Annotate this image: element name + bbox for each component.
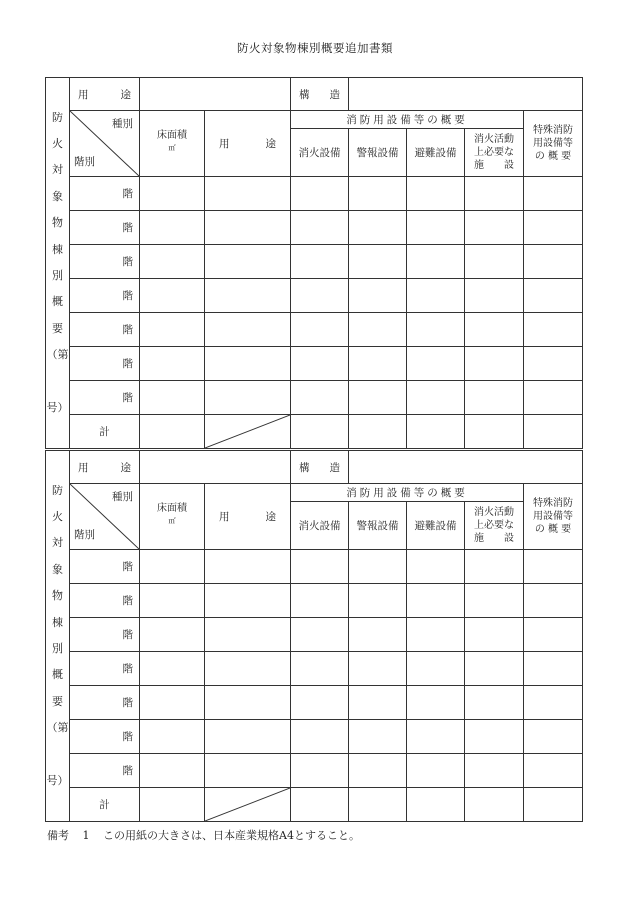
floor-cell[interactable] xyxy=(205,652,291,686)
floor-cell[interactable] xyxy=(465,686,524,720)
side-label-char: （第 xyxy=(46,348,69,362)
diagonal-line xyxy=(205,788,290,821)
side-label-char: 棟 xyxy=(52,615,63,629)
floor-cell[interactable] xyxy=(465,211,524,245)
side-label-char xyxy=(46,369,69,395)
floor-label[interactable]: 階 xyxy=(70,550,140,584)
side-label-char: 火 xyxy=(52,509,63,523)
floor-cell[interactable] xyxy=(407,313,465,347)
floor-cell[interactable] xyxy=(205,347,291,381)
use-value[interactable] xyxy=(140,451,291,484)
special-equipment-header: 特殊消防 用設備等 の 概 要 xyxy=(524,111,583,177)
side-label xyxy=(46,78,70,449)
floor-cell[interactable] xyxy=(291,381,349,415)
floor-cell[interactable] xyxy=(205,279,291,313)
floor-cell[interactable] xyxy=(205,754,291,788)
floor-cell[interactable] xyxy=(349,550,407,584)
floor-cell[interactable] xyxy=(205,211,291,245)
floor-cell[interactable] xyxy=(524,279,583,313)
floor-cell[interactable] xyxy=(465,584,524,618)
floor-cell[interactable] xyxy=(140,211,205,245)
structure-value[interactable] xyxy=(349,78,583,111)
floor-label[interactable]: 階 xyxy=(70,720,140,754)
floor-cell[interactable] xyxy=(349,584,407,618)
total-area-cell[interactable] xyxy=(140,788,205,822)
floor-cell[interactable] xyxy=(349,245,407,279)
floor-cell[interactable] xyxy=(291,720,349,754)
floor-cell[interactable] xyxy=(205,584,291,618)
summary-table xyxy=(45,77,583,449)
building-summary-block-2 xyxy=(45,450,582,822)
floor-cell[interactable] xyxy=(524,211,583,245)
floor-cell[interactable] xyxy=(349,720,407,754)
floor-cell[interactable] xyxy=(291,652,349,686)
structure-label: 構 造 xyxy=(299,461,340,474)
floor-cell[interactable] xyxy=(407,279,465,313)
floor-row xyxy=(46,652,583,686)
total-area-cell[interactable] xyxy=(140,415,205,449)
floor-label[interactable]: 階 xyxy=(70,381,140,415)
equipment-group-header: 消防用設備等の概要 xyxy=(291,111,524,129)
floor-cell[interactable] xyxy=(407,720,465,754)
floor-cell[interactable] xyxy=(291,211,349,245)
floor-cell[interactable] xyxy=(524,347,583,381)
total-use-diagonal-cell xyxy=(205,788,291,822)
floor-label[interactable]: 階 xyxy=(70,211,140,245)
floor-row xyxy=(46,313,583,347)
floor-row xyxy=(46,211,583,245)
floor-cell[interactable] xyxy=(140,652,205,686)
floor-cell[interactable] xyxy=(349,652,407,686)
side-label-char: 物 xyxy=(52,216,63,230)
total-cell[interactable] xyxy=(465,788,524,822)
floor-cell[interactable] xyxy=(349,211,407,245)
side-label-char xyxy=(46,742,69,768)
side-label-char: 号） xyxy=(46,774,69,788)
floor-cell[interactable] xyxy=(205,686,291,720)
floor-cell[interactable] xyxy=(291,347,349,381)
floor-label[interactable]: 階 xyxy=(70,618,140,652)
floor-area-header: 床面積 ㎡ xyxy=(140,484,205,550)
side-label-char: 別 xyxy=(52,269,63,282)
floor-cell[interactable] xyxy=(524,720,583,754)
side-label-char: 概 xyxy=(52,295,63,309)
summary-table xyxy=(45,450,583,822)
floor-cell[interactable] xyxy=(524,381,583,415)
total-row xyxy=(46,415,583,449)
total-row xyxy=(46,788,583,822)
floor-cell[interactable] xyxy=(291,754,349,788)
floor-cell[interactable] xyxy=(205,245,291,279)
side-label-char: （第 xyxy=(46,721,69,735)
floor-cell[interactable] xyxy=(349,313,407,347)
floor-cell[interactable] xyxy=(349,381,407,415)
floor-cell[interactable] xyxy=(291,550,349,584)
total-cell[interactable] xyxy=(291,415,349,449)
floor-cell[interactable] xyxy=(407,686,465,720)
floor-cell[interactable] xyxy=(465,381,524,415)
floor-kind-label: 階別 xyxy=(74,529,95,541)
floor-cell[interactable] xyxy=(291,279,349,313)
floor-row xyxy=(46,686,583,720)
floor-cell[interactable] xyxy=(205,381,291,415)
special-equipment-header: 特殊消防 用設備等 の 概 要 xyxy=(524,484,583,550)
form-title: 防火対象物棟別概要追加書類 xyxy=(237,41,393,55)
floor-cell[interactable] xyxy=(291,245,349,279)
kind-floor-header xyxy=(70,111,140,177)
floor-row xyxy=(46,550,583,584)
use-label: 用 途 xyxy=(78,88,131,101)
floor-cell[interactable] xyxy=(140,177,205,211)
side-label-char: 号） xyxy=(46,401,69,415)
floor-use-header: 用 途 xyxy=(205,484,291,550)
diagonal-line xyxy=(205,415,290,448)
total-cell[interactable] xyxy=(291,788,349,822)
floor-cell[interactable] xyxy=(291,618,349,652)
floor-cell[interactable] xyxy=(140,313,205,347)
floor-cell[interactable] xyxy=(349,686,407,720)
floor-label[interactable]: 階 xyxy=(70,686,140,720)
kinds-label: 種別 xyxy=(112,118,133,130)
floor-cell[interactable] xyxy=(465,279,524,313)
floor-cell[interactable] xyxy=(291,313,349,347)
floor-cell[interactable] xyxy=(465,177,524,211)
floor-cell[interactable] xyxy=(349,618,407,652)
floor-cell[interactable] xyxy=(407,754,465,788)
total-cell[interactable] xyxy=(524,788,583,822)
floor-cell[interactable] xyxy=(205,618,291,652)
floor-label[interactable]: 階 xyxy=(70,279,140,313)
equipment-col-header: 避難設備 xyxy=(407,502,465,550)
floor-cell[interactable] xyxy=(407,584,465,618)
floor-cell[interactable] xyxy=(524,245,583,279)
floor-label[interactable]: 階 xyxy=(70,584,140,618)
floor-cell[interactable] xyxy=(205,177,291,211)
side-label-char: 対 xyxy=(52,163,63,177)
total-cell[interactable] xyxy=(465,415,524,449)
floor-cell[interactable] xyxy=(140,381,205,415)
total-cell[interactable] xyxy=(407,788,465,822)
kinds-label: 種別 xyxy=(112,491,133,503)
fire-activity-header: 消火活動 上必要な 施 設 xyxy=(465,129,524,177)
floor-cell[interactable] xyxy=(524,618,583,652)
floor-row xyxy=(46,720,583,754)
floor-label[interactable]: 階 xyxy=(70,347,140,381)
floor-cell[interactable] xyxy=(407,177,465,211)
floor-cell[interactable] xyxy=(291,686,349,720)
floor-label[interactable]: 階 xyxy=(70,754,140,788)
floor-row xyxy=(46,618,583,652)
floor-cell[interactable] xyxy=(140,245,205,279)
use-label: 用 途 xyxy=(78,461,131,474)
equipment-col-header: 消火設備 xyxy=(291,502,349,550)
side-label-char: 棟 xyxy=(52,242,63,256)
side-label-char: 要 xyxy=(52,321,63,335)
total-cell[interactable] xyxy=(349,415,407,449)
floor-cell[interactable] xyxy=(140,754,205,788)
floor-cell[interactable] xyxy=(524,177,583,211)
floor-label[interactable]: 階 xyxy=(70,313,140,347)
side-label-char: 象 xyxy=(52,189,63,203)
floor-cell[interactable] xyxy=(524,652,583,686)
floor-cell[interactable] xyxy=(140,347,205,381)
equipment-col-header: 警報設備 xyxy=(349,129,407,177)
side-label-char: 概 xyxy=(52,668,63,682)
floor-label[interactable]: 階 xyxy=(70,245,140,279)
total-label: 計 xyxy=(70,788,140,822)
floor-cell[interactable] xyxy=(349,754,407,788)
floor-cell[interactable] xyxy=(205,550,291,584)
floor-row xyxy=(46,381,583,415)
equipment-col-header: 避難設備 xyxy=(407,129,465,177)
equipment-group-header: 消防用設備等の概要 xyxy=(291,484,524,502)
floor-row xyxy=(46,754,583,788)
floor-area-header: 床面積 ㎡ xyxy=(140,111,205,177)
equipment-col-header: 消火設備 xyxy=(291,129,349,177)
floor-cell[interactable] xyxy=(407,211,465,245)
floor-cell[interactable] xyxy=(524,686,583,720)
structure-value[interactable] xyxy=(349,451,583,484)
kind-floor-header xyxy=(70,484,140,550)
side-label-char: 対 xyxy=(52,536,63,550)
floor-cell[interactable] xyxy=(349,279,407,313)
floor-row xyxy=(46,279,583,313)
total-use-diagonal-cell xyxy=(205,415,291,449)
floor-kind-label: 階別 xyxy=(74,156,95,168)
floor-cell[interactable] xyxy=(407,245,465,279)
use-value[interactable] xyxy=(140,78,291,111)
floor-cell[interactable] xyxy=(465,550,524,584)
structure-label: 構 造 xyxy=(299,88,340,101)
floor-cell[interactable] xyxy=(407,550,465,584)
side-label-char: 象 xyxy=(52,562,63,576)
floor-cell[interactable] xyxy=(407,652,465,686)
side-label-char: 防 xyxy=(52,110,63,124)
floor-label[interactable]: 階 xyxy=(70,177,140,211)
floor-cell[interactable] xyxy=(407,381,465,415)
floor-cell[interactable] xyxy=(407,618,465,652)
floor-cell[interactable] xyxy=(465,618,524,652)
floor-cell[interactable] xyxy=(465,347,524,381)
floor-cell[interactable] xyxy=(205,720,291,754)
total-cell[interactable] xyxy=(407,415,465,449)
total-cell[interactable] xyxy=(349,788,407,822)
building-summary-block-1 xyxy=(45,77,582,449)
side-label-char: 防 xyxy=(52,483,63,497)
floor-cell[interactable] xyxy=(465,245,524,279)
side-label-char: 別 xyxy=(52,642,63,655)
floor-row xyxy=(46,177,583,211)
side-label-char: 物 xyxy=(52,589,63,603)
total-cell[interactable] xyxy=(524,415,583,449)
floor-cell[interactable] xyxy=(465,754,524,788)
floor-cell[interactable] xyxy=(465,652,524,686)
total-label: 計 xyxy=(70,415,140,449)
side-label-char: 火 xyxy=(52,136,63,150)
floor-cell[interactable] xyxy=(524,754,583,788)
floor-row xyxy=(46,347,583,381)
floor-label[interactable]: 階 xyxy=(70,652,140,686)
floor-cell[interactable] xyxy=(349,177,407,211)
floor-cell[interactable] xyxy=(524,584,583,618)
remarks-number: 1 xyxy=(82,829,90,842)
floor-cell[interactable] xyxy=(349,347,407,381)
floor-row xyxy=(46,245,583,279)
side-label xyxy=(46,451,70,822)
fire-activity-header: 消火活動 上必要な 施 設 xyxy=(465,502,524,550)
floor-cell[interactable] xyxy=(407,347,465,381)
equipment-col-header: 警報設備 xyxy=(349,502,407,550)
floor-cell[interactable] xyxy=(291,177,349,211)
floor-cell[interactable] xyxy=(465,720,524,754)
side-label-char: 要 xyxy=(52,694,63,708)
floor-cell[interactable] xyxy=(524,313,583,347)
floor-cell[interactable] xyxy=(205,313,291,347)
floor-cell[interactable] xyxy=(140,550,205,584)
floor-cell[interactable] xyxy=(524,550,583,584)
floor-cell[interactable] xyxy=(140,720,205,754)
floor-cell[interactable] xyxy=(140,279,205,313)
floor-cell[interactable] xyxy=(140,618,205,652)
remarks-text: この用紙の大きさは、日本産業規格A4とすること。 xyxy=(103,829,360,842)
remarks xyxy=(47,827,370,843)
floor-cell[interactable] xyxy=(465,313,524,347)
floor-use-header: 用 途 xyxy=(205,111,291,177)
floor-cell[interactable] xyxy=(291,584,349,618)
floor-cell[interactable] xyxy=(140,686,205,720)
floor-cell[interactable] xyxy=(140,584,205,618)
remarks-prefix: 備考 xyxy=(47,829,69,842)
floor-row xyxy=(46,584,583,618)
